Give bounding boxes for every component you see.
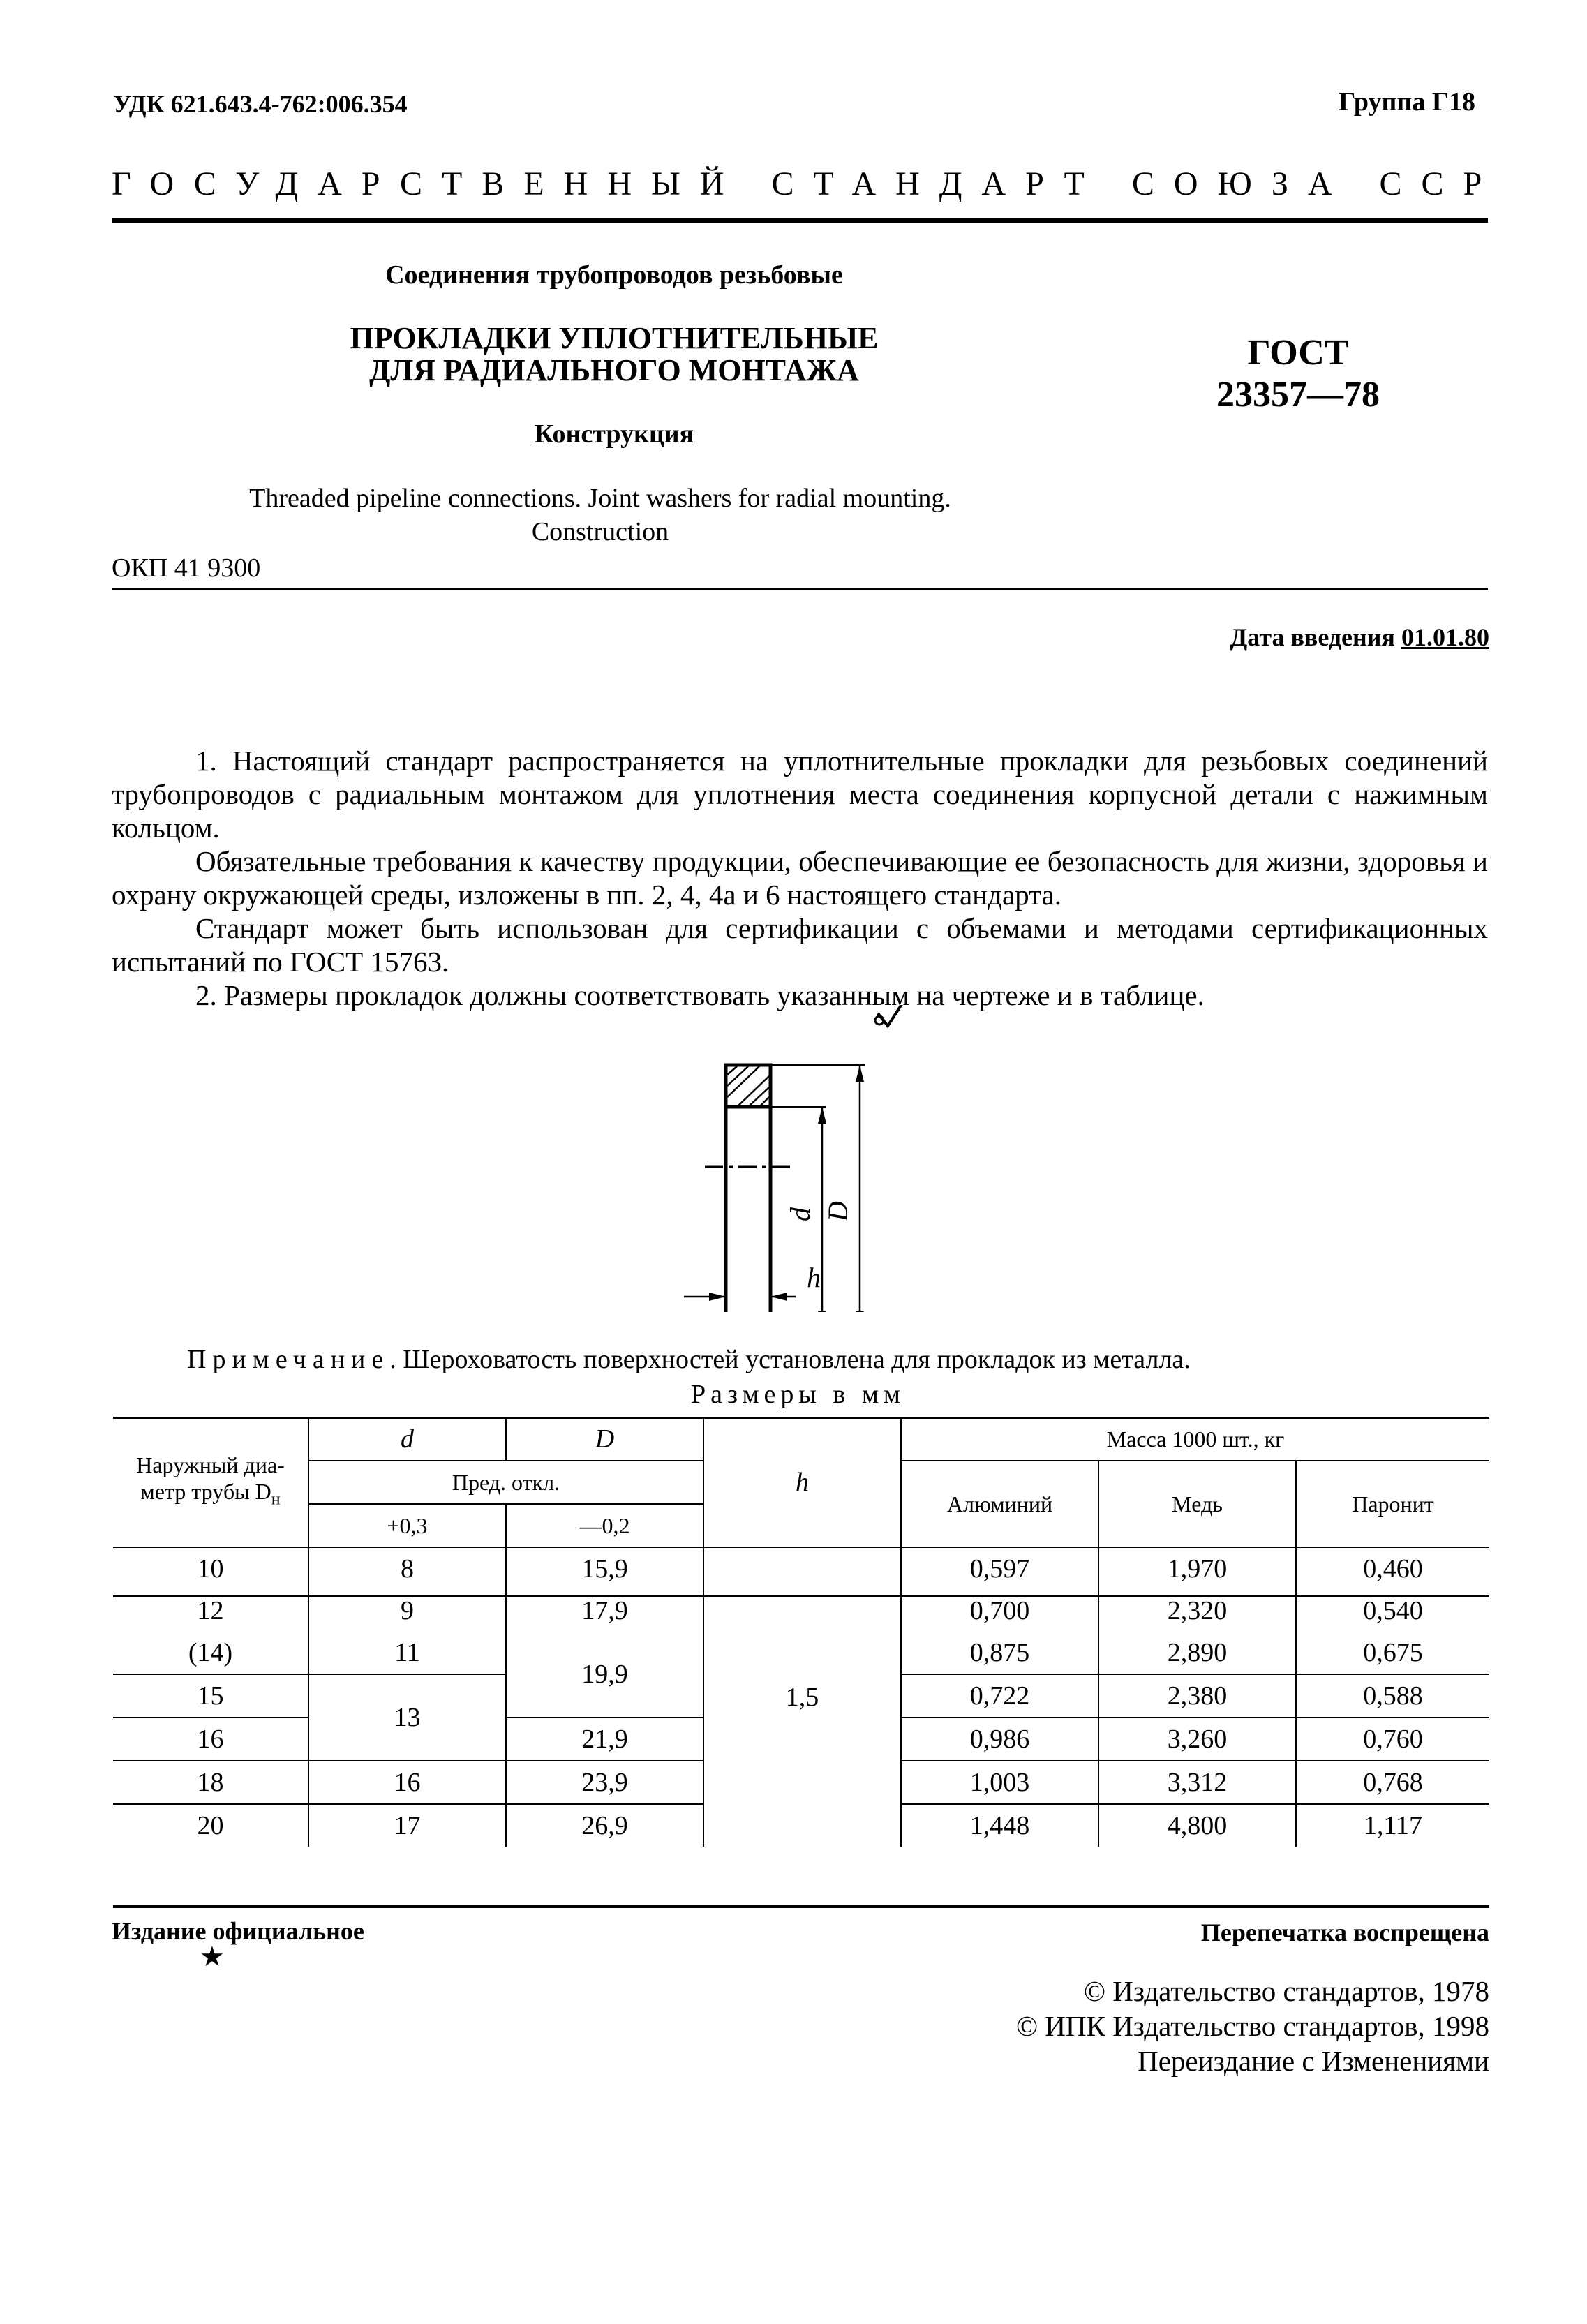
group-label: Группа Г18	[1339, 87, 1475, 117]
main-title-line1: ПРОКЛАДКИ УПЛОТНИТЕЛЬНЫЕ	[350, 321, 879, 355]
english-title-line2: Construction	[531, 517, 669, 546]
gost-label: ГОСТ	[1247, 333, 1349, 373]
introduction-date-label: Дата введения	[1230, 623, 1395, 651]
washer-drawing	[670, 1005, 921, 1312]
paragraph-3: Стандарт может быть использован для сертификации с объемами и методами сертификационных испытаний по ГОСТ 15763.	[112, 912, 1488, 978]
label-h: h	[807, 1262, 821, 1293]
arrow-h-left	[709, 1293, 726, 1301]
table-row: 12 9 17,9 0,700 2,320 0,540	[113, 1590, 1489, 1632]
introduction-date-value: 01.01.80	[1401, 623, 1489, 651]
reprint-prohibited: Перепечатка воспрещена	[1200, 1919, 1489, 1946]
table-row: 15 13 0,722 2,380 0,588	[113, 1674, 1489, 1718]
construction-subtitle: Конструкция	[534, 419, 694, 449]
paragraph-4: 2. Размеры прокладок должны соответствовать указанным на чертеже и в таблице.	[195, 979, 1205, 1011]
table-bottom-rule	[113, 1905, 1489, 1908]
copyright-block	[1016, 1974, 1489, 2078]
dimensions-table	[113, 1418, 1489, 1847]
paragraph-1: 1. Настоящий стандарт распространяется на уплотнительные прокладки для резьбовых соединений трубопроводов с радиальным монтажом для уплотнения места соединения корпусной детали с нажимным кольцом.	[112, 745, 1488, 844]
note-text: . Шероховатость поверхностей установлена для прокладок из металла.	[389, 1345, 1191, 1374]
header-h: h	[703, 1418, 901, 1547]
state-standard-banner: ГОСУДАРСТВЕННЫЙ СТАНДАРТ СОЮЗА ССР	[112, 165, 1502, 202]
header-aluminium: Алюминий	[901, 1461, 1098, 1547]
udk-code: УДК 621.643.4-762:006.354	[113, 90, 408, 118]
main-title-line2: ДЛЯ РАДИАЛЬНОГО МОНТАЖА	[369, 353, 859, 387]
header-deviation: Пред. откл.	[308, 1461, 703, 1504]
official-edition: Издание официальное	[112, 1917, 364, 1945]
introduction-date	[1230, 623, 1490, 652]
arrow-d-bottom	[818, 1311, 826, 1312]
gost-designation	[1186, 332, 1410, 416]
header-paronite: Паронит	[1296, 1461, 1489, 1547]
arrow-D-bottom	[856, 1311, 864, 1312]
table-row: 10 8 15,9 1,5 0,597 1,970 0,460	[113, 1547, 1489, 1590]
star-mark: ★	[200, 1941, 225, 1972]
deviation-D: —0,2	[506, 1504, 703, 1547]
deviation-d: +0,3	[308, 1504, 506, 1547]
copyright-1978: © Издательство стандартов, 1978	[1083, 1975, 1489, 2007]
table-row: 20 17 26,9 1,448 4,800 1,117	[113, 1804, 1489, 1847]
arrow-D-top	[856, 1065, 864, 1082]
h-value: 1,5	[703, 1547, 901, 1847]
label-D: D	[822, 1201, 854, 1221]
note	[187, 1344, 1191, 1375]
hatch-lines	[727, 1066, 769, 1107]
table-row: 18 16 23,9 1,003 3,312 0,768	[113, 1761, 1489, 1804]
english-title-line1: Threaded pipeline connections. Joint washers for radial mounting.	[249, 484, 951, 513]
paragraph-2: Обязательные требования к качеству продукции, обеспечивающие ее безопасность для жизни, здоровья и охрану окружающей среды, изложены в пп. 2, 4, 4а и 6 настоящего стандарта.	[112, 845, 1488, 911]
copyright-1998: © ИПК Издательство стандартов, 1998	[1015, 2010, 1489, 2042]
header-d: d	[308, 1418, 506, 1461]
note-label: Примечание	[187, 1345, 390, 1374]
english-title	[181, 482, 1019, 549]
label-d: d	[784, 1207, 816, 1221]
arrow-h-right	[770, 1293, 787, 1301]
table-units: Размеры в мм	[691, 1380, 905, 1409]
reissue-note: Переиздание с Изменениями	[1138, 2045, 1489, 2077]
banner-rule	[112, 218, 1488, 223]
table-row: (14) 11 19,9 0,875 2,890 0,675	[113, 1632, 1489, 1674]
table-row: 16 21,9 0,986 3,260 0,760	[113, 1718, 1489, 1761]
main-title	[265, 322, 963, 387]
subject-title: Соединения трубопроводов резьбовые	[385, 260, 843, 290]
okp-code: ОКП 41 9300	[112, 553, 261, 583]
body-text	[112, 744, 1488, 1012]
header-D: D	[506, 1418, 703, 1461]
header-mass: Масса 1000 шт., кг	[901, 1418, 1489, 1461]
gost-number: 23357—78	[1216, 375, 1380, 415]
title-rule	[112, 588, 1488, 590]
arrow-d-top	[818, 1107, 826, 1124]
header-outer-diameter: Наружный диа- метр трубы $D_н$	[113, 1418, 308, 1547]
header-copper: Медь	[1098, 1461, 1296, 1547]
